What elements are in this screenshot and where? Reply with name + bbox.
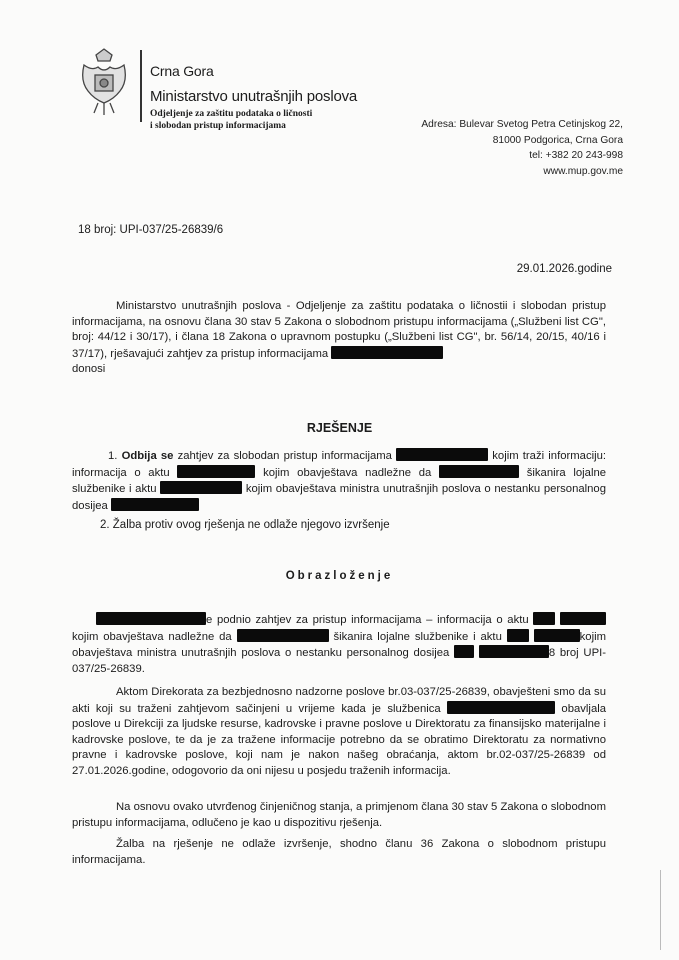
redaction-bar: [533, 612, 555, 625]
address-website: www.mup.gov.me: [543, 165, 623, 177]
redaction-bar: [396, 448, 488, 461]
decision-title: RJEŠENJE: [306, 421, 373, 435]
redaction-bar: [534, 629, 580, 642]
redaction-bar: [560, 612, 606, 625]
redaction-bar: [447, 701, 555, 714]
header-divider: [140, 50, 142, 122]
document-date: 29.01.2026.godine: [516, 263, 612, 275]
scan-edge-line: [660, 870, 661, 950]
reasoning-paragraph-2: Aktom Direkorata za bezbjednosno nadzorne poslove br.03-037/25-26839, obavješteni smo da su akti koji su traženi zahtjevom sačinjeni u vrijeme kada je službenica obavljala poslove u Direkciji za ljudske resurse, kadrovske i pravne poslove u Direktoratu za finansijsko materijalne i kadrovske poslove, te da je za tražene informacije potrebno da se obratimo Direktoratu za normativno pravne i kadrovske poslove, koji nam je nakon našeg obraćanja, aktom br.02-037/25-26839 od 27.01.2026.godine, odogovorio da oni nijesu u posjedu traženih informacija.: [72, 686, 607, 777]
reasoning-paragraph-3: Na osnovu ovako utvrđenog činjeničnog stanja, a primjenom člana 30 stav 5 Zakona o slobodnom pristupu informacijama, odlučeno je kao u dispozitivu rješenja.: [72, 801, 606, 829]
decision-item-1: 1. Odbija se zahtjev za slobodan pristup informacijama kojim traži informaciju: informacija o aktu kojim obavještava nadležne da šikanira lojalne službenike i aktu kojim obavještava ministra unutrašnjih poslova o nestanku personalnog dosijea: [72, 450, 607, 512]
redaction-bar: [454, 645, 474, 658]
intro-paragraph: Ministarstvo unutrašnjih poslova - Odjeljenje za zaštitu podataka o ličnostii i slobodan pristup informacijama, na osnovu člana 30 stav 5 Zakona o slobodnom pristupu informacijama („Službeni list CG", broj: 44/12 i 30/17), i člana 18 Zakona o upravnom postupku („Službeni list CG", br. 56/14, 20/15, 40/16 i 37/17), rješavajući zahtjev za pristup informacijama donosi: [72, 300, 606, 376]
address-city: 81000 Podgorica, Crna Gora: [492, 134, 623, 146]
reasoning-paragraph-4: Žalba na rješenje ne odlaže izvršenje, shodno članu 36 Zakona o slobodnom pristupu informacijama.: [72, 838, 606, 866]
redaction-bar: [507, 629, 529, 642]
reasoning-paragraph-1: e podnio zahtjev za pristup informacijama – informacija o aktu kojim obavještava nadležne da šikanira lojalne službenike i aktu kojim obavještava ministra unutrašnjih poslova o nestanku personalnog dosijea 8 broj UPI-037/25-26839.: [72, 614, 607, 675]
redaction-bar: [439, 465, 519, 478]
reasoning-title: Obrazloženje: [285, 570, 394, 582]
address-phone: tel: +382 20 243-998: [529, 150, 623, 161]
redaction-bar: [331, 346, 443, 359]
department-name: Odjeljenje za zaštitu podataka o ličnosti i slobodan pristup informacijama: [150, 109, 313, 131]
montenegro-coat-of-arms-icon: [76, 47, 132, 117]
redaction-bar: [160, 481, 242, 494]
reference-number: 18 broj: UPI-037/25-26839/6: [78, 224, 224, 236]
country-name: Crna Gora: [150, 63, 214, 79]
redaction-bar: [177, 465, 255, 478]
redaction-bar: [237, 629, 329, 642]
decision-item-2: 2. Žalba protiv ovog rješenja ne odlaže njegovo izvršenje: [100, 519, 390, 531]
redaction-bar: [479, 645, 549, 658]
redaction-bar: [111, 498, 199, 511]
address-street: Adresa: Bulevar Svetog Petra Cetinjskog 22,: [421, 119, 623, 130]
ministry-name: Ministarstvo unutrašnjih poslova: [150, 88, 358, 105]
address-block: [421, 117, 623, 179]
redaction-bar: [96, 612, 206, 625]
